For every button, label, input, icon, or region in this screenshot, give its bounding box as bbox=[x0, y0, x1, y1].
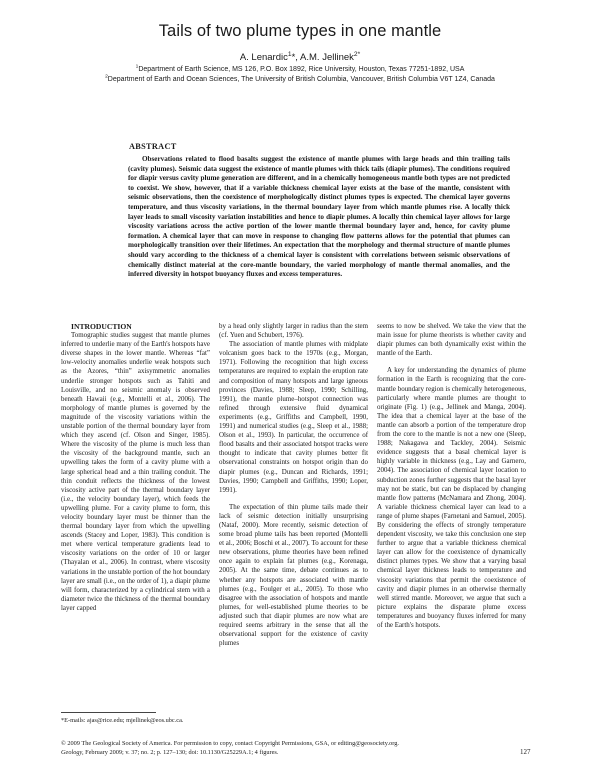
affiliation-1-mark: 1 bbox=[135, 64, 139, 70]
abstract-text: Observations related to flood basalts suggest the existence of mantle plumes with large heads and thin trailing tails (cavity plumes). Seismic data suggest the existence of mantle plumes with thick tails (diapir plumes). The conditions required for diapir versus cavity plume generation are different, and in a chemically homogeneous mantle both types are not predicted to coexist. We show, however, that if a variable thickness chemical layer exists at the base of the mantle, consistent with seismic observations, then the coexistence of morphologically distinct plumes types is expected. The chemical layer governs temperature, and thus viscosity variations, in the thermal boundary layer from which mantle plumes rise. A locally thick layer leads to small viscosity variation instabilities and hence to diapir plumes. A locally thin chemical layer allows for large viscosity variations across the active portion of the lower mantle thermal boundary layer and, hence, for cavity plume formation. A chemical layer that can move in response to changing flow patterns allows for the potential that plumes can morphologically transition over their lifetimes. An expectation that the morphology and thermal structure of mantle plumes should vary according to the thickness of a chemical layer is consistent with correlations between seismic observations of chemically distinct material at the core-mantle boundary, the varied morphology of mantle thermal anomalies, and the inferred diversity in hotspot buoyancy fluxes and excess temperatures. bbox=[128, 155, 510, 279]
intro-paragraph-1-continued: by a head only slightly larger in radius than the stem (cf. Yuen and Schubert, 1976). bbox=[219, 322, 368, 340]
affiliation-1-text: Department of Earth Science, MS 126, P.O. Box 1892, Rice University, Houston, Texas 77251-1892, USA bbox=[138, 66, 465, 73]
intro-paragraph-2: The association of mantle plumes with midplate volcanism goes back to the 1970s (e.g., Morgan, 1971). Following the recognition that high excess temperatures are required to explain the eruption rate and composition of many hotspots and large igneous provinces (Davies, 1988; Sleep, 1990; Schilling, 1991), the mantle plume–hotspot connection was refined through extensive fluid dynamical experiments (e.g., Griffiths and Campbell, 1990, 1991) and numerical studies (e.g., Sleep et al., 1988; Olson et al., 1993). In particular, the occurrence of flood basalts and their associated hotspot tracks were thought to indicate that cavity plumes better fit observational constraints on hotspot origin than do diapir plumes (e.g., Duncan and Richards, 1991; Davies, 1990; Campbell and Griffiths, 1990; Loper, 1991). bbox=[219, 340, 368, 494]
intro-paragraph-1: Tomographic studies suggest that mantle plumes inferred to underlie many of the Earth's hotspots have diverse shapes in the lower mantle. Whereas “fat” low-velocity anomalies underlie weak hotspots such as the Azores, “thin” axisymmetric anomalies underlie stronger hotspots such as Tahiti and Louisville, and no seismic anomaly is observed beneath Hawaii (e.g., Montelli et al., 2006). The morphology of mantle plumes is governed by the magnitude of the viscosity variations within the unstable portion of the thermal boundary layer from which they ascend (cf. Olson and Singer, 1985). Where the viscosity of the plume is much less than the viscosity of the background mantle, such an upwelling takes the form of a cavity plume with a large spherical head and a thin trailing conduit. The thin conduit reflects the thickness of the lowest viscosity active part of the thermal boundary layer (i.e., the velocity boundary layer), which feeds the upwelling plume. For a cavity plume to form, this velocity boundary layer must be thinner than the thermal boundary layer from which the upwelling ascends (Stacey and Loper, 1983). This condition is met where vertical temperature gradients lead to viscosity variations on the order of 10 or larger (Thayalan et al., 2006). In contrast, where viscosity variations in the unstable portion of the hot boundary layer are small (i.e., on the order of 1), a diapir plume will form, characterized by a cylindrical stem with a diameter twice the thickness of the thermal boundary layer capped bbox=[61, 331, 210, 612]
paragraph-gap bbox=[219, 495, 368, 503]
column-1 bbox=[61, 322, 210, 613]
column-2 bbox=[219, 322, 368, 648]
intro-paragraph-3: The expectation of thin plume tails made their lack of seismic detection initially unsurprising (Nataf, 2000). More recently, seismic detection of some broad plume tails has been reported (Montelli et al., 2006; Boschi et al., 2007). To account for these new observations, plume theories have been refined once again to explain fat plumes (e.g., Korenaga, 2005). At the same time, debate continues as to whether any hotspots are associated with mantle plumes (e.g., Foulger et al., 2005). To those who disagree with the association of hotspots and mantle plumes, for well-established plume theories to be adjusted such that diapir plumes are now what are required seems arbitrary in the sense that all the observational support for the existence of cavity plumes bbox=[219, 502, 368, 648]
article-title: Tails of two plume types in one mantle bbox=[158, 22, 442, 40]
footnote-rule bbox=[61, 712, 156, 713]
affiliation-2-mark: 2 bbox=[105, 74, 108, 80]
affiliation-1 bbox=[0, 66, 600, 73]
affiliation-2 bbox=[0, 76, 600, 83]
email-footnote: *E-mails: ajas@rice.edu; mjellinek@eos.ubc.ca. bbox=[61, 717, 184, 724]
abstract-heading: ABSTRACT bbox=[129, 142, 177, 151]
copyright-footer bbox=[61, 739, 539, 757]
column-3 bbox=[377, 322, 526, 630]
paragraph-gap bbox=[377, 358, 526, 366]
intro-paragraph-3-continued: seems to now be shelved. We take the view that the main issue for plume theorists is whether cavity and diapir plumes can both dynamically exist within the mantle of the Earth. bbox=[377, 322, 526, 358]
author-2: *, A.M. Jellinek bbox=[291, 52, 354, 63]
author-1-affil-mark: 1 bbox=[287, 50, 292, 58]
intro-paragraph-4: A key for understanding the dynamics of plume formation in the Earth is recognizing that the core-mantle boundary region is chemically heterogeneous, particularly where mantle plumes are thought to originate (Fig. 1) (e.g., Jellinek and Manga, 2004). The idea that a chemical layer at the base of the mantle can absorb a portion of the temperature drop from the core to the mantle is not a new one (Sleep, 1988; Nakagawa and Tackley, 2004). Seismic evidence suggests that a basal chemical layer is highly variable in thickness (e.g., Lay and Garnero, 2004). The association of chemical layer location to subduction zones further suggests that the basal layer may not be static, but can be displaced by changing mantle flow patterns (McNamara and Zhong, 2004). A variable thickness chemical layer can lead to a range of plume shapes (Farnetani and Samuel, 2005). By considering the effects of strongly temperature dependent viscosity, we take this conclusion one step further to argue that a variable thickness chemical layer can allow for the coexistence of dynamically distinct plumes types. We show that a varying basal chemical layer thickness leads to temperature and viscosity variations that permit the coexistence of cavity and diapir plumes in an otherwise thermally well stirred mantle. Moreover, we argue that such a picture explains the disparate plume excess temperatures and buoyancy fluxes inferred for many of the Earth's hotspots. bbox=[377, 366, 526, 629]
author-line bbox=[0, 52, 600, 63]
author-1: A. Lenardic bbox=[239, 52, 288, 63]
page-number: 127 bbox=[520, 748, 531, 756]
journal-name: Geology, bbox=[61, 749, 84, 756]
copyright-line: © 2009 The Geological Society of America. For permission to copy, contact Copyright Permissions, GSA, or editing@geosociety.org. bbox=[61, 740, 399, 747]
introduction-heading: INTRODUCTION bbox=[71, 322, 132, 331]
citation-details: February 2009; v. 37; no. 2; p. 127–130; doi: 10.1130/G25229A.1; 4 figures. bbox=[83, 749, 279, 756]
affiliation-2-text: Department of Earth and Ocean Sciences, The University of British Columbia, Vancouver, British Columbia V6T 1Z4, Canada bbox=[107, 76, 495, 83]
citation-line bbox=[61, 748, 539, 757]
author-2-affil-mark: 2* bbox=[353, 50, 361, 58]
